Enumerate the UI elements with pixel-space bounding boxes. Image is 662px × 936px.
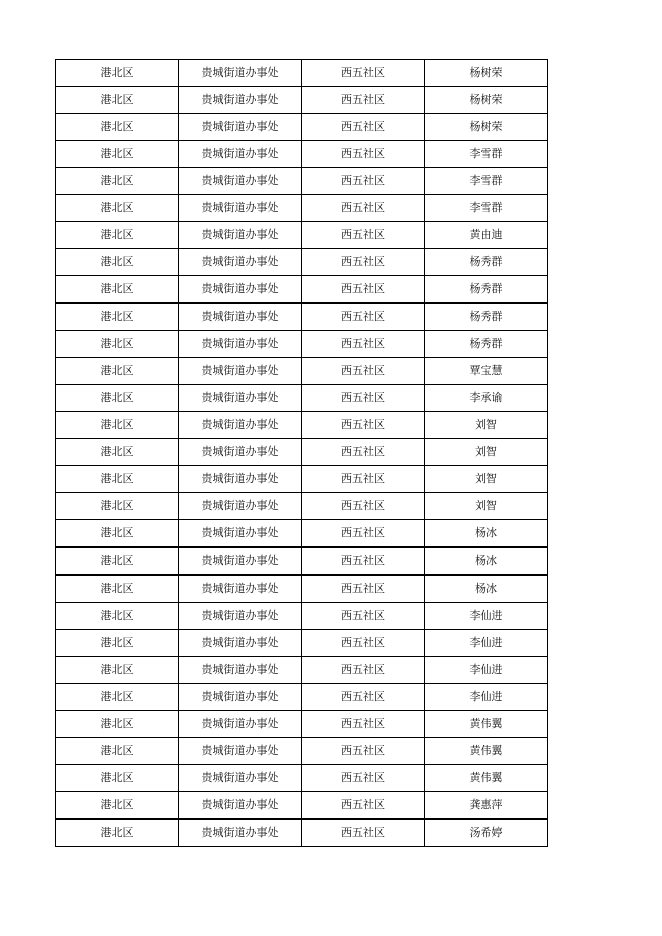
community-cell: 西五社区	[302, 303, 425, 331]
community-cell: 西五社区	[302, 60, 425, 87]
table-row	[56, 303, 548, 331]
district-cell: 港北区	[56, 439, 179, 466]
community-cell: 西五社区	[302, 412, 425, 439]
community-cell: 西五社区	[302, 738, 425, 765]
community-cell: 西五社区	[302, 575, 425, 603]
table-row	[56, 657, 548, 684]
district-cell: 港北区	[56, 222, 179, 249]
community-cell: 西五社区	[302, 87, 425, 114]
community-cell: 西五社区	[302, 603, 425, 630]
subdistrict-cell: 贵城街道办事处	[179, 222, 302, 249]
name-cell: 杨秀群	[425, 331, 548, 358]
name-cell: 杨树荣	[425, 114, 548, 141]
subdistrict-cell: 贵城街道办事处	[179, 547, 302, 575]
table-row	[56, 684, 548, 711]
community-cell: 西五社区	[302, 657, 425, 684]
table-row	[56, 603, 548, 630]
community-cell: 西五社区	[302, 141, 425, 168]
subdistrict-cell: 贵城街道办事处	[179, 195, 302, 222]
table-row	[56, 60, 548, 87]
subdistrict-cell: 贵城街道办事处	[179, 168, 302, 195]
district-cell: 港北区	[56, 87, 179, 114]
name-cell: 李仙进	[425, 684, 548, 711]
subdistrict-cell: 贵城街道办事处	[179, 765, 302, 792]
subdistrict-cell: 贵城街道办事处	[179, 575, 302, 603]
district-cell: 港北区	[56, 466, 179, 493]
name-cell: 刘智	[425, 466, 548, 493]
district-cell: 港北区	[56, 792, 179, 820]
subdistrict-cell: 贵城街道办事处	[179, 738, 302, 765]
community-cell: 西五社区	[302, 520, 425, 548]
name-cell: 黄伟翼	[425, 765, 548, 792]
district-cell: 港北区	[56, 575, 179, 603]
table-row	[56, 412, 548, 439]
district-cell: 港北区	[56, 493, 179, 520]
table-row	[56, 765, 548, 792]
community-cell: 西五社区	[302, 222, 425, 249]
subdistrict-cell: 贵城街道办事处	[179, 249, 302, 276]
name-cell: 杨冰	[425, 575, 548, 603]
table-row	[56, 114, 548, 141]
name-cell: 刘智	[425, 439, 548, 466]
name-cell: 李仙进	[425, 630, 548, 657]
name-cell: 刘智	[425, 412, 548, 439]
district-cell: 港北区	[56, 412, 179, 439]
name-cell: 杨秀群	[425, 303, 548, 331]
community-cell: 西五社区	[302, 439, 425, 466]
community-cell: 西五社区	[302, 358, 425, 385]
name-cell: 杨冰	[425, 547, 548, 575]
community-cell: 西五社区	[302, 684, 425, 711]
name-cell: 覃宝慧	[425, 358, 548, 385]
district-cell: 港北区	[56, 684, 179, 711]
subdistrict-cell: 贵城街道办事处	[179, 520, 302, 548]
subdistrict-cell: 贵城街道办事处	[179, 276, 302, 304]
district-cell: 港北区	[56, 276, 179, 304]
district-cell: 港北区	[56, 819, 179, 847]
community-cell: 西五社区	[302, 547, 425, 575]
community-cell: 西五社区	[302, 493, 425, 520]
table-row	[56, 87, 548, 114]
name-cell: 杨树荣	[425, 87, 548, 114]
data-table	[55, 59, 548, 847]
table-row	[56, 792, 548, 820]
community-cell: 西五社区	[302, 385, 425, 412]
table-row	[56, 439, 548, 466]
district-cell: 港北区	[56, 141, 179, 168]
name-cell: 龚惠萍	[425, 792, 548, 820]
community-cell: 西五社区	[302, 765, 425, 792]
community-cell: 西五社区	[302, 168, 425, 195]
table-row	[56, 547, 548, 575]
table-row	[56, 575, 548, 603]
table-row	[56, 195, 548, 222]
name-cell: 李雪群	[425, 141, 548, 168]
district-cell: 港北区	[56, 738, 179, 765]
table-body	[56, 60, 548, 847]
community-cell: 西五社区	[302, 819, 425, 847]
district-cell: 港北区	[56, 303, 179, 331]
community-cell: 西五社区	[302, 711, 425, 738]
district-cell: 港北区	[56, 195, 179, 222]
table-row	[56, 385, 548, 412]
district-cell: 港北区	[56, 60, 179, 87]
district-cell: 港北区	[56, 114, 179, 141]
name-cell: 杨秀群	[425, 249, 548, 276]
district-cell: 港北区	[56, 385, 179, 412]
community-cell: 西五社区	[302, 331, 425, 358]
subdistrict-cell: 贵城街道办事处	[179, 331, 302, 358]
district-cell: 港北区	[56, 547, 179, 575]
subdistrict-cell: 贵城街道办事处	[179, 792, 302, 820]
subdistrict-cell: 贵城街道办事处	[179, 303, 302, 331]
subdistrict-cell: 贵城街道办事处	[179, 657, 302, 684]
community-cell: 西五社区	[302, 466, 425, 493]
name-cell: 黄伟翼	[425, 738, 548, 765]
table-row	[56, 630, 548, 657]
name-cell: 杨冰	[425, 520, 548, 548]
district-cell: 港北区	[56, 657, 179, 684]
subdistrict-cell: 贵城街道办事处	[179, 439, 302, 466]
name-cell: 李雪群	[425, 195, 548, 222]
table-row	[56, 141, 548, 168]
subdistrict-cell: 贵城街道办事处	[179, 466, 302, 493]
subdistrict-cell: 贵城街道办事处	[179, 603, 302, 630]
subdistrict-cell: 贵城街道办事处	[179, 385, 302, 412]
table-row	[56, 711, 548, 738]
table-row	[56, 466, 548, 493]
table-row	[56, 520, 548, 548]
community-cell: 西五社区	[302, 276, 425, 304]
subdistrict-cell: 贵城街道办事处	[179, 711, 302, 738]
district-cell: 港北区	[56, 630, 179, 657]
name-cell: 杨秀群	[425, 276, 548, 304]
district-cell: 港北区	[56, 765, 179, 792]
district-cell: 港北区	[56, 358, 179, 385]
district-cell: 港北区	[56, 603, 179, 630]
district-cell: 港北区	[56, 249, 179, 276]
table-row	[56, 222, 548, 249]
subdistrict-cell: 贵城街道办事处	[179, 412, 302, 439]
subdistrict-cell: 贵城街道办事处	[179, 87, 302, 114]
table-row	[56, 738, 548, 765]
subdistrict-cell: 贵城街道办事处	[179, 60, 302, 87]
table-row	[56, 249, 548, 276]
table-row	[56, 358, 548, 385]
name-cell: 黄由迪	[425, 222, 548, 249]
district-cell: 港北区	[56, 168, 179, 195]
name-cell: 黄伟翼	[425, 711, 548, 738]
name-cell: 杨树荣	[425, 60, 548, 87]
district-cell: 港北区	[56, 520, 179, 548]
subdistrict-cell: 贵城街道办事处	[179, 684, 302, 711]
community-cell: 西五社区	[302, 249, 425, 276]
name-cell: 汤希婷	[425, 819, 548, 847]
community-cell: 西五社区	[302, 630, 425, 657]
table-row	[56, 331, 548, 358]
community-cell: 西五社区	[302, 114, 425, 141]
subdistrict-cell: 贵城街道办事处	[179, 114, 302, 141]
district-cell: 港北区	[56, 331, 179, 358]
table-row	[56, 168, 548, 195]
name-cell: 李雪群	[425, 168, 548, 195]
community-cell: 西五社区	[302, 792, 425, 820]
table-row	[56, 276, 548, 304]
community-cell: 西五社区	[302, 195, 425, 222]
name-cell: 李承谕	[425, 385, 548, 412]
subdistrict-cell: 贵城街道办事处	[179, 819, 302, 847]
name-cell: 李仙进	[425, 657, 548, 684]
name-cell: 刘智	[425, 493, 548, 520]
subdistrict-cell: 贵城街道办事处	[179, 358, 302, 385]
subdistrict-cell: 贵城街道办事处	[179, 630, 302, 657]
subdistrict-cell: 贵城街道办事处	[179, 493, 302, 520]
name-cell: 李仙进	[425, 603, 548, 630]
subdistrict-cell: 贵城街道办事处	[179, 141, 302, 168]
table-row	[56, 493, 548, 520]
district-cell: 港北区	[56, 711, 179, 738]
table-row	[56, 819, 548, 847]
